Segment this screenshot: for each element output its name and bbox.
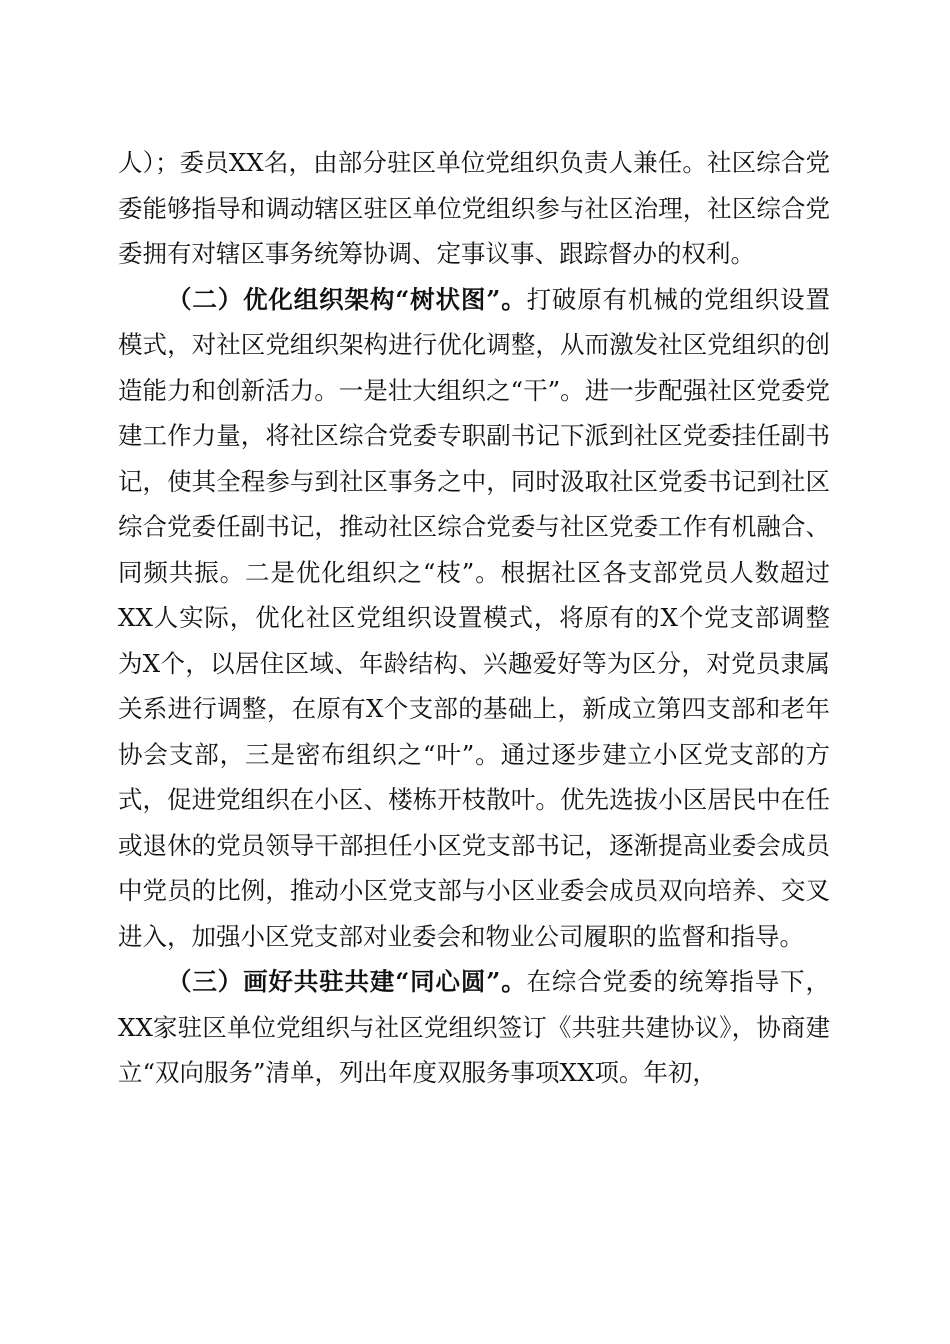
paragraph-text: 人）；委员XX名，由部分驻区单位党组织负责人兼任。社区综合党委能够指导和调动辖区驻区单位党组织参与社区治理，社区综合党委拥有对辖区事务统筹协调、定事议事、跟踪督办的权利。	[118, 148, 830, 268]
document-body	[118, 140, 830, 1096]
section-heading: （三）画好共驻共建“同心圆”。	[167, 967, 527, 996]
paragraph-continuation	[118, 140, 830, 277]
paragraph-text: 在综合党委的统筹指导下，XX家驻区单位党组织与社区党组织签订《共驻共建协议》，协商建立“双向服务”清单，列出年度双服务事项XX项。年初，	[118, 967, 831, 1087]
paragraph-text: 打破原有机械的党组织设置模式，对社区党组织架构进行优化调整，从而激发社区党组织的创造能力和创新活力。一是壮大组织之“干”。进一步配强社区党委党建工作力量，将社区综合党委专职副书记下派到社区党委挂任副书记，使其全程参与到社区事务之中，同时汲取社区党委书记到社区综合党委任副书记，推动社区综合党委与社区党委工作有机融合、同频共振。二是优化组织之“枝”。根据社区各支部党员人数超过XX人实际，优化社区党组织设置模式，将原有的X个党支部调整为X个，以居住区域、年龄结构、兴趣爱好等为区分，对党员隶属关系进行调整，在原有X个支部的基础上，新成立第四支部和老年协会支部，三是密布组织之“叶”。通过逐步建立小区党支部的方式，促进党组织在小区、楼栋开枝散叶。优先选拔小区居民中在任或退休的党员领导干部担任小区党支部书记，逐渐提高业委会成员中党员的比例，推动小区党支部与小区业委会成员双向培养、交叉进入，加强小区党支部对业委会和物业公司履职的监督和指导。	[118, 284, 831, 951]
section-heading: （二）优化组织架构“树状图”。	[167, 284, 527, 314]
paragraph-section-3	[118, 959, 830, 1096]
paragraph-section-2	[118, 277, 830, 960]
